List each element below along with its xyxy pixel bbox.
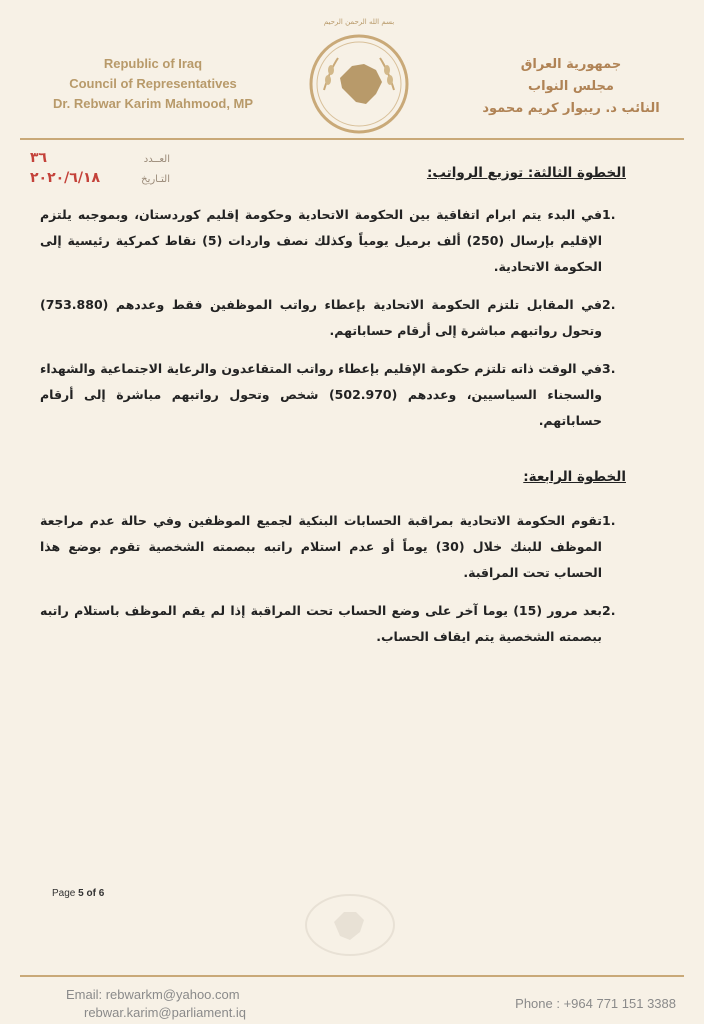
header-divider bbox=[20, 138, 684, 140]
footer-email bbox=[66, 986, 246, 1022]
section-title-step3: الخطوة الثالثة: توزيع الرواتب: bbox=[426, 165, 626, 181]
page-current: 5 bbox=[78, 888, 84, 899]
number-label: العــدد bbox=[143, 154, 170, 165]
item-text: تقوم الحكومة الاتحادية بمراقبة الحسابات البنكية لجميع الموظفين وفي حالة عدم مراجعة الموظف للبنك خلال (30) يوماً أو عدم استلام راتبه ببصمته الشخصية تقوم بوضع هذا الحساب تحت المراقبة. bbox=[40, 513, 602, 580]
list-item bbox=[40, 598, 626, 650]
list-item bbox=[40, 292, 626, 344]
item-number: 3. bbox=[602, 361, 616, 376]
date-value: ٢٠٢٠/٦/١٨ bbox=[30, 170, 101, 186]
footer-phone: Phone : +964 771 151 3388 bbox=[515, 996, 676, 1011]
item-text: في البدء يتم ابرام اتفاقية بين الحكومة الاتحادية وحكومة إقليم كوردستان، وبموجبه يلتزم الإقليم بإرسال (250) ألف برميل يومياً وكذلك نصف واردات (5) نقاط كمركية رئيسية إلى الحكومة الاتحادية. bbox=[40, 207, 602, 274]
letterhead-country: Republic of Iraq bbox=[103, 56, 203, 71]
page-label: Page bbox=[52, 888, 76, 899]
letterhead-member: Dr. Rebwar Karim Mahmood, MP bbox=[52, 96, 254, 111]
page-of: of bbox=[86, 888, 96, 899]
list-item bbox=[40, 356, 626, 434]
number-value: ٣٦ bbox=[30, 150, 48, 166]
section-title-step4: الخطوة الرابعة: bbox=[523, 469, 626, 485]
letterhead-english bbox=[28, 54, 278, 114]
letterhead-country-ar: جمهورية العراق bbox=[520, 57, 622, 72]
date-label: التـاريخ bbox=[141, 174, 170, 185]
page-total: 6 bbox=[98, 888, 105, 899]
item-text: في المقابل تلتزم الحكومة الاتحادية بإعطاء رواتب الموظفين فقط وعددهم (753.880) وتحول رواتبهم مباشرة إلى أرقام حساباتهم. bbox=[40, 297, 602, 338]
item-number: 2. bbox=[602, 297, 616, 312]
item-number: 1. bbox=[602, 513, 616, 528]
letterhead-council: Council of Representatives bbox=[69, 76, 237, 91]
item-text: بعد مرور (15) يوما آخر على وضع الحساب تحت المراقبة إذا لم يقم الموظف باستلام راتبه ببصمته الشخصية يتم ايقاف الحساب. bbox=[40, 603, 602, 644]
email-line-2: rebwar.karim@parliament.iq bbox=[84, 1005, 247, 1020]
list-item bbox=[40, 202, 626, 280]
letterhead-member-ar: النائب د. ريبوار كريم محمود bbox=[482, 101, 660, 116]
item-number: 1. bbox=[602, 207, 616, 222]
watermark-emblem-icon bbox=[300, 890, 400, 960]
document-body bbox=[40, 158, 626, 662]
list-item bbox=[40, 508, 626, 586]
item-number: 2. bbox=[602, 603, 616, 618]
page-number bbox=[52, 888, 104, 899]
email-line-1: Email: rebwarkm@yahoo.com bbox=[66, 987, 240, 1002]
letterhead-arabic bbox=[466, 54, 676, 120]
footer-divider bbox=[20, 975, 684, 977]
letterhead-council-ar: مجلس النواب bbox=[528, 79, 614, 94]
item-text: في الوقت ذاته تلتزم حكومة الإقليم بإعطاء رواتب المتقاعدون والرعاية الاجتماعية والشهداء والسجناء السياسيين، وعددهم (502.970) شخص وتحول رواتبهم مباشرة إلى أرقام حساباتهم. bbox=[40, 361, 602, 428]
basmala: بسم الله الرحمن الرحيم bbox=[323, 18, 395, 26]
parliament-emblem-icon bbox=[300, 20, 418, 142]
